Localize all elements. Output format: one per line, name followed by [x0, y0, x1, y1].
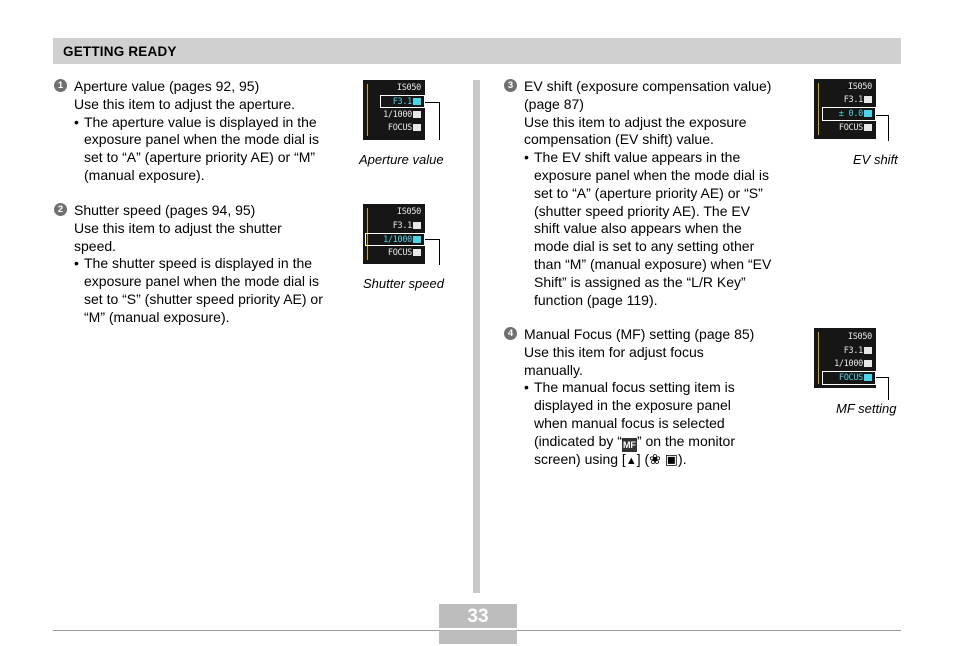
caption-ev: EV shift — [853, 152, 898, 167]
arrow-icon — [864, 124, 872, 131]
item-number-badge: 4 — [504, 327, 517, 340]
aperture-value: F3.1 — [392, 97, 412, 107]
column-divider — [473, 80, 480, 593]
exposure-panel-shutter — [363, 204, 425, 264]
shutter-value: 1/1000 — [383, 110, 412, 120]
arrow-icon — [413, 111, 421, 118]
focus-value: FOCUS — [387, 248, 412, 258]
aperture-value: F3.1 — [843, 346, 863, 356]
section-header — [53, 38, 901, 64]
ev-icon: ± — [838, 109, 844, 119]
shutter-value: 1/1000 — [834, 359, 863, 369]
iso-value: IS050 — [847, 332, 872, 342]
caption-mf: MF setting — [836, 401, 897, 416]
page-number-base — [439, 630, 517, 644]
item-title: Aperture value (pages 92, 95) — [74, 78, 260, 94]
iso-value: IS050 — [847, 82, 872, 92]
item-title: Manual Focus (MF) setting (page 85) — [524, 326, 755, 342]
arrow-icon — [413, 222, 421, 229]
iso-value: IS050 — [396, 207, 421, 217]
item-number-badge: 1 — [54, 79, 67, 92]
page-number-box — [439, 604, 517, 628]
item-title: EV shift (exposure compensation value) — [524, 78, 772, 94]
item-body: Use this item to adjust the aperture. — [74, 95, 295, 112]
arrow-icon — [864, 96, 872, 103]
arrow-icon — [413, 249, 421, 256]
page-number: 33 — [467, 606, 489, 627]
item-body: Use this item to adjust the shutter speed. — [74, 219, 282, 254]
caption-aperture: Aperture value — [359, 152, 444, 167]
arrow-icon — [413, 124, 421, 131]
item-title: Shutter speed (pages 94, 95) — [74, 202, 256, 218]
ev-value: 0.0 — [848, 109, 863, 119]
mode-icon: ▣ — [664, 450, 679, 467]
item-number-badge: 3 — [504, 79, 517, 92]
item-number-badge: 2 — [54, 203, 67, 216]
exposure-panel-ev — [814, 79, 876, 139]
item-body: (page 87) Use this item to adjust the exposure compensation (EV shift) value. — [524, 95, 747, 148]
exposure-panel-aperture — [363, 80, 425, 140]
aperture-value: F3.1 — [392, 221, 412, 231]
aperture-value: F3.1 — [843, 95, 863, 105]
mf-icon: MF — [622, 439, 636, 450]
arrow-icon — [864, 360, 872, 367]
up-key-icon: ▲ — [625, 454, 637, 467]
iso-value: IS050 — [396, 83, 421, 93]
macro-icon: ❀ — [649, 450, 661, 467]
section-title: GETTING READY — [63, 44, 177, 59]
item-body: Use this item for adjust focus manually. — [524, 343, 704, 378]
exposure-panel-mf — [814, 328, 876, 388]
caption-shutter: Shutter speed — [363, 276, 444, 291]
focus-value: FOCUS — [838, 123, 863, 133]
focus-value: FOCUS — [838, 373, 863, 383]
shutter-value: 1/1000 — [383, 235, 412, 245]
arrow-icon — [864, 347, 872, 354]
focus-value: FOCUS — [387, 123, 412, 133]
